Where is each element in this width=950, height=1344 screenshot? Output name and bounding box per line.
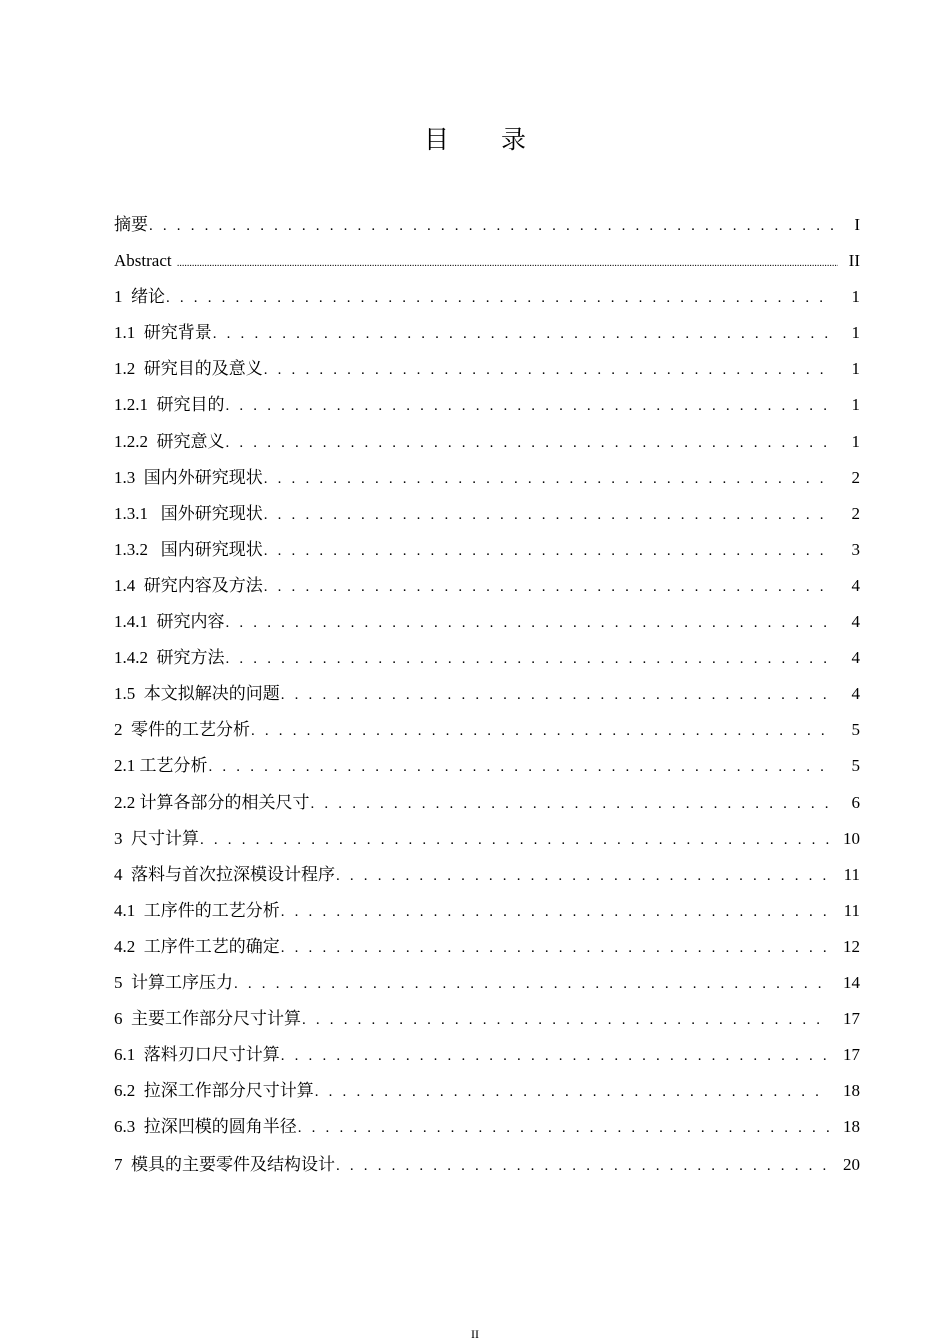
toc-entry-label: 1.1 研究背景 [114, 323, 212, 343]
toc-entry-label: 1.5 本文拟解决的问题 [114, 684, 280, 704]
toc-entry-1-2-1[interactable] [114, 387, 860, 423]
toc-entry-1[interactable] [114, 279, 860, 315]
dot-leader [302, 1002, 830, 1038]
toc-entry-label: 4.1 工序件的工艺分析 [114, 900, 280, 920]
toc-entry-page: 10 [843, 828, 860, 848]
toc-entry-4-2[interactable] [114, 929, 860, 965]
toc-entry-page: 17 [843, 1045, 860, 1065]
toc-entry-page: II [848, 251, 860, 271]
toc-entry-page: 11 [843, 900, 860, 920]
toc-entry-label: 1.4.2 研究方法 [114, 648, 225, 668]
dot-leader [200, 822, 830, 858]
toc-entry-abstract-cn[interactable] [114, 207, 860, 243]
toc-entry-page: 4 [851, 575, 860, 595]
toc-entry-abstract-en[interactable] [114, 243, 860, 279]
toc-entry-page: I [854, 215, 860, 234]
toc-entry-page: 2 [851, 503, 860, 523]
dot-leader [264, 352, 830, 388]
table-of-contents [114, 207, 860, 1184]
toc-entry-label: 6 主要工作部分尺寸计算 [114, 1009, 301, 1029]
dot-leader [264, 497, 830, 533]
dot-leader [281, 677, 830, 713]
dot-leader [311, 786, 831, 822]
dot-leader [226, 388, 831, 424]
toc-entry-label: 6.3 拉深凹模的圆角半径 [114, 1117, 297, 1137]
toc-entry-label: 1.2 研究目的及意义 [114, 359, 263, 379]
toc-entry-page: 4 [851, 612, 860, 632]
page-title: 目 录 [424, 125, 548, 154]
toc-entry-1-5[interactable] [114, 676, 860, 712]
dot-leader [264, 569, 830, 605]
toc-entry-page: 6 [851, 792, 860, 812]
toc-entry-4[interactable] [114, 857, 860, 893]
dot-leader [281, 894, 830, 930]
toc-entry-1-3-2[interactable] [114, 532, 860, 568]
toc-entry-page: 1 [851, 323, 860, 343]
toc-entry-6-2[interactable] [114, 1073, 860, 1109]
toc-entry-label: 4 落料与首次拉深模设计程序 [114, 864, 335, 884]
toc-entry-1-2[interactable] [114, 351, 860, 387]
dot-leader [281, 930, 830, 966]
toc-entry-6[interactable] [114, 1001, 860, 1037]
dot-leader [251, 713, 830, 749]
toc-entry-page: 5 [851, 720, 860, 740]
toc-entry-1-3[interactable] [114, 460, 860, 496]
dot-leader [315, 1074, 830, 1110]
dot-leader [149, 208, 838, 244]
dot-leader [213, 316, 830, 352]
toc-entry-2-1[interactable] [114, 748, 860, 784]
toc-entry-label: 4.2 工序件工艺的确定 [114, 936, 280, 956]
toc-entry-label: 1.2.1 研究目的 [114, 395, 225, 415]
dot-leader [281, 1038, 830, 1074]
toc-entry-3[interactable] [114, 821, 860, 857]
toc-entry-2-2[interactable] [114, 785, 860, 821]
toc-entry-page: 2 [851, 467, 860, 487]
toc-entry-page: 1 [851, 359, 860, 379]
toc-entry-label: 摘要 [114, 215, 148, 234]
toc-entry-label: 1.3.2 国内研究现状 [114, 539, 263, 559]
dot-leader [177, 246, 838, 282]
toc-entry-page: 1 [851, 431, 860, 451]
toc-entry-page: 5 [851, 756, 860, 776]
toc-entry-page: 4 [851, 648, 860, 668]
toc-entry-label: 6.2 拉深工作部分尺寸计算 [114, 1081, 314, 1101]
toc-entry-label: 6.1 落料刃口尺寸计算 [114, 1045, 280, 1065]
dot-leader [226, 425, 831, 461]
toc-entry-page: 4 [851, 684, 860, 704]
toc-entry-6-1[interactable] [114, 1037, 860, 1073]
toc-entry-label: 1.2.2 研究意义 [114, 431, 225, 451]
toc-entry-page: 12 [843, 936, 860, 956]
toc-entry-page: 18 [843, 1081, 860, 1101]
toc-entry-label: 1.3 国内外研究现状 [114, 467, 263, 487]
toc-entry-page: 17 [843, 1009, 860, 1029]
dot-leader [264, 461, 830, 497]
toc-entry-label: 3 尺寸计算 [114, 828, 199, 848]
toc-entry-label: 1.3.1 国外研究现状 [114, 503, 263, 523]
toc-entry-page: 11 [843, 864, 860, 884]
toc-entry-1-4-2[interactable] [114, 640, 860, 676]
toc-entry-label: 1 绪论 [114, 287, 165, 307]
toc-entry-4-1[interactable] [114, 893, 860, 929]
dot-leader [234, 966, 830, 1002]
toc-entry-1-3-1[interactable] [114, 496, 860, 532]
toc-entry-1-2-2[interactable] [114, 424, 860, 460]
toc-entry-label: 2.1 工艺分析 [114, 756, 208, 776]
dot-leader [226, 605, 831, 641]
dot-leader [226, 641, 831, 677]
toc-entry-page: 3 [851, 539, 860, 559]
dot-leader [336, 858, 830, 894]
toc-entry-6-3[interactable] [114, 1109, 860, 1145]
toc-entry-7[interactable] [114, 1147, 860, 1183]
toc-entry-2[interactable] [114, 712, 860, 748]
dot-leader [336, 1148, 830, 1184]
toc-entry-label: 2.2 计算各部分的相关尺寸 [114, 792, 310, 812]
toc-entry-1-4[interactable] [114, 568, 860, 604]
toc-entry-1-4-1[interactable] [114, 604, 860, 640]
dot-leader [166, 280, 830, 316]
toc-entry-page: 1 [851, 395, 860, 415]
toc-entry-1-1[interactable] [114, 315, 860, 351]
toc-entry-page: 20 [843, 1155, 860, 1175]
toc-entry-page: 14 [843, 972, 860, 992]
dot-leader [209, 749, 831, 785]
toc-entry-label: 5 计算工序压力 [114, 972, 233, 992]
toc-entry-label: 7 模具的主要零件及结构设计 [114, 1155, 335, 1175]
dot-leader [298, 1110, 830, 1146]
toc-entry-label: 1.4.1 研究内容 [114, 612, 225, 632]
toc-entry-label: Abstract [114, 251, 176, 271]
footer-page-number: II [471, 1327, 479, 1341]
toc-entry-label: 2 零件的工艺分析 [114, 720, 250, 740]
toc-entry-page: 1 [851, 287, 860, 307]
toc-entry-label: 1.4 研究内容及方法 [114, 575, 263, 595]
toc-entry-page: 18 [843, 1117, 860, 1137]
dot-leader [264, 533, 830, 569]
toc-entry-5[interactable] [114, 965, 860, 1001]
